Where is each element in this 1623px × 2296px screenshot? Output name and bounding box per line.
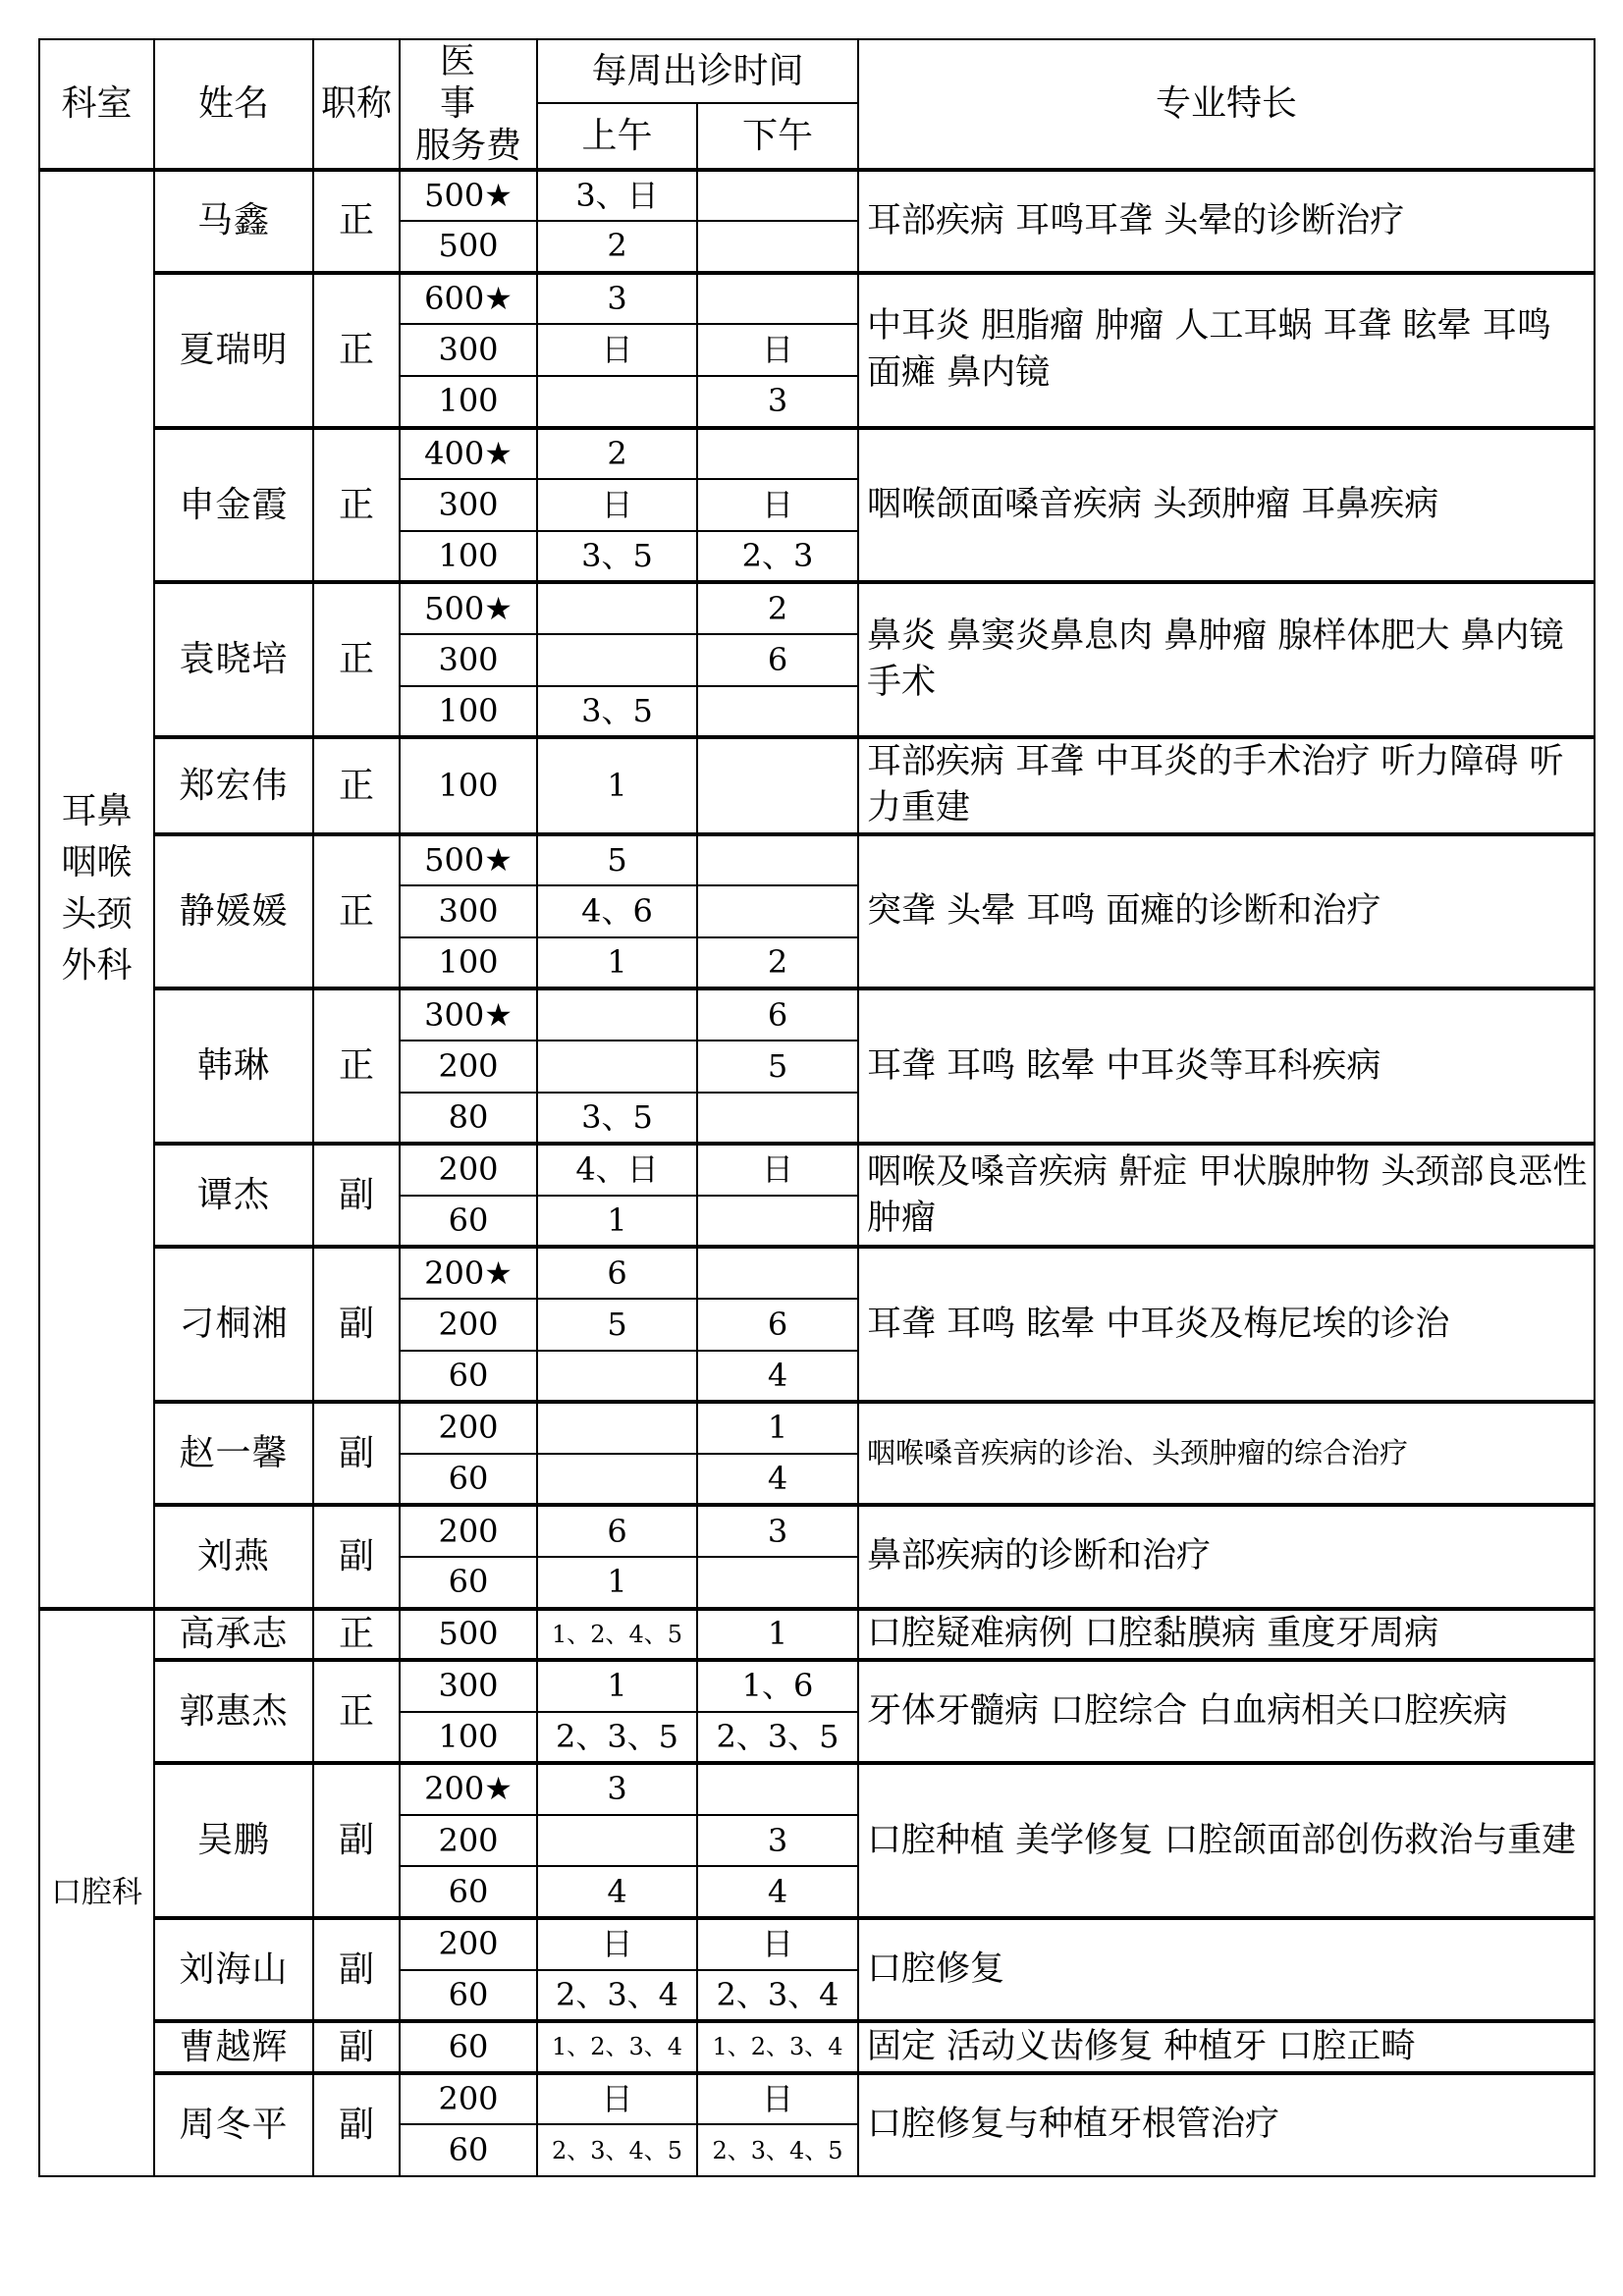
pm-cell: 3 <box>697 1505 858 1557</box>
department-line: 耳鼻 <box>61 791 133 832</box>
doctor-name: 袁晓培 <box>154 582 313 737</box>
fee-cell: 300 <box>400 324 537 376</box>
fee-cell: 60 <box>400 1866 537 1918</box>
am-cell: 2 <box>537 428 697 480</box>
fee-cell: 400★ <box>400 428 537 480</box>
doctor-name: 谭杰 <box>154 1144 313 1247</box>
am-cell <box>537 1041 697 1093</box>
specialty-cell: 牙体牙髓病 口腔综合 白血病相关口腔疾病 <box>858 1660 1595 1763</box>
table-header <box>39 39 1595 170</box>
header-title: 职称 <box>313 39 400 170</box>
am-cell <box>537 1454 697 1506</box>
fee-cell: 500★ <box>400 582 537 634</box>
pm-cell: 4 <box>697 1866 858 1918</box>
header-pm: 下午 <box>697 103 858 169</box>
doctor-title: 副 <box>313 1763 400 1918</box>
header-am: 上午 <box>537 103 697 169</box>
pm-cell <box>697 834 858 886</box>
pm-cell: 1、2、3、4 <box>697 2021 858 2073</box>
specialty-cell: 中耳炎 胆脂瘤 肿瘤 人工耳蜗 耳聋 眩晕 耳鸣 面瘫 鼻内镜 <box>858 273 1595 428</box>
pm-cell: 6 <box>697 988 858 1041</box>
pm-cell: 4 <box>697 1454 858 1506</box>
am-cell: 日 <box>537 479 697 531</box>
pm-cell: 日 <box>697 2073 858 2125</box>
am-cell: 6 <box>537 1247 697 1299</box>
specialty-cell: 突聋 头晕 耳鸣 面瘫的诊断和治疗 <box>858 834 1595 989</box>
fee-cell: 200 <box>400 1815 537 1867</box>
am-cell: 5 <box>537 834 697 886</box>
fee-cell: 60 <box>400 1970 537 2022</box>
doctor-name: 吴鹏 <box>154 1763 313 1918</box>
table-row <box>39 1402 1595 1454</box>
doctor-name: 高承志 <box>154 1609 313 1661</box>
pm-cell <box>697 1247 858 1299</box>
header-fee <box>400 39 537 170</box>
fee-cell: 300 <box>400 1660 537 1712</box>
doctor-title: 副 <box>313 2073 400 2176</box>
doctor-name: 赵一馨 <box>154 1402 313 1505</box>
doctor-name: 周冬平 <box>154 2073 313 2176</box>
am-cell <box>537 582 697 634</box>
fee-cell: 200 <box>400 1299 537 1351</box>
fee-cell: 60 <box>400 1557 537 1609</box>
fee-cell: 200★ <box>400 1247 537 1299</box>
doctor-title: 正 <box>313 1609 400 1661</box>
doctor-name: 马鑫 <box>154 170 313 273</box>
table-row <box>39 428 1595 480</box>
am-cell: 日 <box>537 2073 697 2125</box>
fee-cell: 300★ <box>400 988 537 1041</box>
table-row <box>39 1247 1595 1299</box>
am-cell: 4、日 <box>537 1144 697 1196</box>
am-cell: 3 <box>537 1763 697 1815</box>
am-cell: 2、3、4 <box>537 1970 697 2022</box>
am-cell: 4、6 <box>537 885 697 937</box>
fee-cell: 300 <box>400 479 537 531</box>
pm-cell: 5 <box>697 1041 858 1093</box>
table-row <box>39 582 1595 634</box>
table-row <box>39 2021 1595 2073</box>
fee-cell: 60 <box>400 2124 537 2176</box>
fee-cell: 200 <box>400 2073 537 2125</box>
fee-cell: 60 <box>400 1454 537 1506</box>
pm-cell: 2、3、4 <box>697 1970 858 2022</box>
pm-cell <box>697 885 858 937</box>
table-row <box>39 834 1595 886</box>
specialty-cell: 口腔修复 <box>858 1918 1595 2021</box>
fee-cell: 60 <box>400 1351 537 1403</box>
doctor-title: 正 <box>313 428 400 583</box>
am-cell: 3、5 <box>537 531 697 583</box>
doctor-title: 正 <box>313 170 400 273</box>
am-cell <box>537 1402 697 1454</box>
doctor-name: 夏瑞明 <box>154 273 313 428</box>
fee-cell: 500 <box>400 1609 537 1661</box>
fee-cell: 200 <box>400 1041 537 1093</box>
table-row <box>39 2073 1595 2125</box>
doctor-title: 正 <box>313 834 400 989</box>
doctor-name: 郑宏伟 <box>154 737 313 834</box>
am-cell <box>537 1815 697 1867</box>
pm-cell <box>697 428 858 480</box>
header-fee-line1: 医 事 <box>439 41 497 125</box>
department-line: 口腔科 <box>51 1874 142 1910</box>
specialty-cell: 固定 活动义齿修复 种植牙 口腔正畸 <box>858 2021 1595 2073</box>
fee-cell: 200★ <box>400 1763 537 1815</box>
doctor-title: 副 <box>313 1402 400 1505</box>
doctor-title: 副 <box>313 1918 400 2021</box>
fee-cell: 60 <box>400 2021 537 2073</box>
header-fee-line2: 服务费 <box>414 126 521 167</box>
am-cell: 日 <box>537 1918 697 1970</box>
specialty-cell: 咽喉颌面嗓音疾病 头颈肿瘤 耳鼻疾病 <box>858 428 1595 583</box>
pm-cell: 2 <box>697 937 858 989</box>
am-cell: 日 <box>537 324 697 376</box>
fee-cell: 100 <box>400 531 537 583</box>
table-row <box>39 170 1595 222</box>
am-cell: 3、5 <box>537 1093 697 1145</box>
am-cell: 3、5 <box>537 686 697 738</box>
pm-cell <box>697 1196 858 1248</box>
fee-cell: 80 <box>400 1093 537 1145</box>
doctor-title: 正 <box>313 582 400 737</box>
doctor-title: 副 <box>313 1247 400 1402</box>
doctor-title: 副 <box>313 1505 400 1608</box>
header-schedule: 每周出诊时间 <box>537 39 858 103</box>
department-line: 外科 <box>61 944 133 986</box>
specialty-cell: 耳聋 耳鸣 眩晕 中耳炎等耳科疾病 <box>858 988 1595 1144</box>
am-cell: 6 <box>537 1505 697 1557</box>
specialty-cell: 耳部疾病 耳聋 中耳炎的手术治疗 听力障碍 听力重建 <box>858 737 1595 834</box>
doctor-name: 静媛媛 <box>154 834 313 989</box>
am-cell <box>537 376 697 428</box>
pm-cell: 1、6 <box>697 1660 858 1712</box>
doctor-title: 副 <box>313 2021 400 2073</box>
am-cell <box>537 1351 697 1403</box>
doctor-title: 正 <box>313 273 400 428</box>
pm-cell <box>697 170 858 222</box>
department-cell <box>39 1609 154 2177</box>
pm-cell: 日 <box>697 1918 858 1970</box>
header-name: 姓名 <box>154 39 313 170</box>
am-cell: 1 <box>537 1196 697 1248</box>
pm-cell: 日 <box>697 1144 858 1196</box>
table-row <box>39 988 1595 1041</box>
header-specialty: 专业特长 <box>858 39 1595 170</box>
pm-cell: 2、3、4、5 <box>697 2124 858 2176</box>
department-cell <box>39 170 154 1609</box>
clinic-schedule-table <box>38 38 1596 2177</box>
am-cell <box>537 634 697 686</box>
doctor-name: 曹越辉 <box>154 2021 313 2073</box>
specialty-cell: 耳聋 耳鸣 眩晕 中耳炎及梅尼埃的诊治 <box>858 1247 1595 1402</box>
fee-cell: 100 <box>400 1712 537 1764</box>
fee-cell: 600★ <box>400 273 537 325</box>
fee-cell: 500 <box>400 221 537 273</box>
specialty-cell: 口腔种植 美学修复 口腔颌面部创伤救治与重建 <box>858 1763 1595 1918</box>
fee-cell: 200 <box>400 1918 537 1970</box>
table-row <box>39 1660 1595 1712</box>
doctor-name: 刘燕 <box>154 1505 313 1608</box>
fee-cell: 100 <box>400 376 537 428</box>
am-cell: 1 <box>537 937 697 989</box>
doctor-name: 申金霞 <box>154 428 313 583</box>
fee-cell: 60 <box>400 1196 537 1248</box>
pm-cell: 3 <box>697 376 858 428</box>
doctor-title: 副 <box>313 1144 400 1247</box>
pm-cell <box>697 1763 858 1815</box>
pm-cell <box>697 686 858 738</box>
am-cell: 5 <box>537 1299 697 1351</box>
specialty-cell: 鼻炎 鼻窦炎鼻息肉 鼻肿瘤 腺样体肥大 鼻内镜手术 <box>858 582 1595 737</box>
doctor-title: 正 <box>313 1660 400 1763</box>
table-row <box>39 1609 1595 1661</box>
am-cell: 4 <box>537 1866 697 1918</box>
pm-cell: 1 <box>697 1609 858 1661</box>
doctor-name: 郭惠杰 <box>154 1660 313 1763</box>
pm-cell: 3 <box>697 1815 858 1867</box>
doctor-title: 正 <box>313 988 400 1144</box>
doctor-name: 刁桐湘 <box>154 1247 313 1402</box>
pm-cell: 1 <box>697 1402 858 1454</box>
am-cell: 1 <box>537 1660 697 1712</box>
fee-cell: 200 <box>400 1144 537 1196</box>
pm-cell: 6 <box>697 1299 858 1351</box>
am-cell: 2 <box>537 221 697 273</box>
doctor-title: 正 <box>313 737 400 834</box>
am-cell: 3、日 <box>537 170 697 222</box>
fee-cell: 300 <box>400 885 537 937</box>
specialty-cell: 口腔疑难病例 口腔黏膜病 重度牙周病 <box>858 1609 1595 1661</box>
department-line: 咽喉 <box>61 842 133 883</box>
table-row <box>39 1144 1595 1196</box>
pm-cell: 4 <box>697 1351 858 1403</box>
fee-cell: 300 <box>400 634 537 686</box>
pm-cell: 6 <box>697 634 858 686</box>
am-cell: 1、2、4、5 <box>537 1609 697 1661</box>
am-cell: 1、2、3、4 <box>537 2021 697 2073</box>
fee-cell: 100 <box>400 737 537 834</box>
fee-cell: 500★ <box>400 834 537 886</box>
am-cell: 2、3、4、5 <box>537 2124 697 2176</box>
specialty-cell: 鼻部疾病的诊断和治疗 <box>858 1505 1595 1608</box>
table-row <box>39 737 1595 834</box>
table-row <box>39 273 1595 325</box>
fee-cell: 500★ <box>400 170 537 222</box>
table-row <box>39 1505 1595 1557</box>
specialty-cell: 口腔修复与种植牙根管治疗 <box>858 2073 1595 2176</box>
am-cell: 1 <box>537 737 697 834</box>
department-line: 头颈 <box>61 893 133 934</box>
fee-cell: 100 <box>400 937 537 989</box>
fee-cell: 100 <box>400 686 537 738</box>
specialty-cell: 咽喉嗓音疾病的诊治、头颈肿瘤的综合治疗 <box>858 1402 1595 1505</box>
table-row <box>39 1918 1595 1970</box>
pm-cell <box>697 737 858 834</box>
specialty-cell: 咽喉及嗓音疾病 鼾症 甲状腺肿物 头颈部良恶性肿瘤 <box>858 1144 1595 1247</box>
table-body <box>39 170 1595 2176</box>
pm-cell: 2、3 <box>697 531 858 583</box>
table-row <box>39 1763 1595 1815</box>
doctor-name: 韩琳 <box>154 988 313 1144</box>
am-cell: 1 <box>537 1557 697 1609</box>
pm-cell: 2、3、5 <box>697 1712 858 1764</box>
doctor-name: 刘海山 <box>154 1918 313 2021</box>
pm-cell: 2 <box>697 582 858 634</box>
pm-cell: 日 <box>697 324 858 376</box>
pm-cell <box>697 1093 858 1145</box>
specialty-cell: 耳部疾病 耳鸣耳聋 头晕的诊断治疗 <box>858 170 1595 273</box>
header-department: 科室 <box>39 39 154 170</box>
pm-cell <box>697 1557 858 1609</box>
pm-cell <box>697 273 858 325</box>
pm-cell: 日 <box>697 479 858 531</box>
fee-cell: 200 <box>400 1505 537 1557</box>
fee-cell: 200 <box>400 1402 537 1454</box>
am-cell <box>537 988 697 1041</box>
am-cell: 2、3、5 <box>537 1712 697 1764</box>
pm-cell <box>697 221 858 273</box>
am-cell: 3 <box>537 273 697 325</box>
